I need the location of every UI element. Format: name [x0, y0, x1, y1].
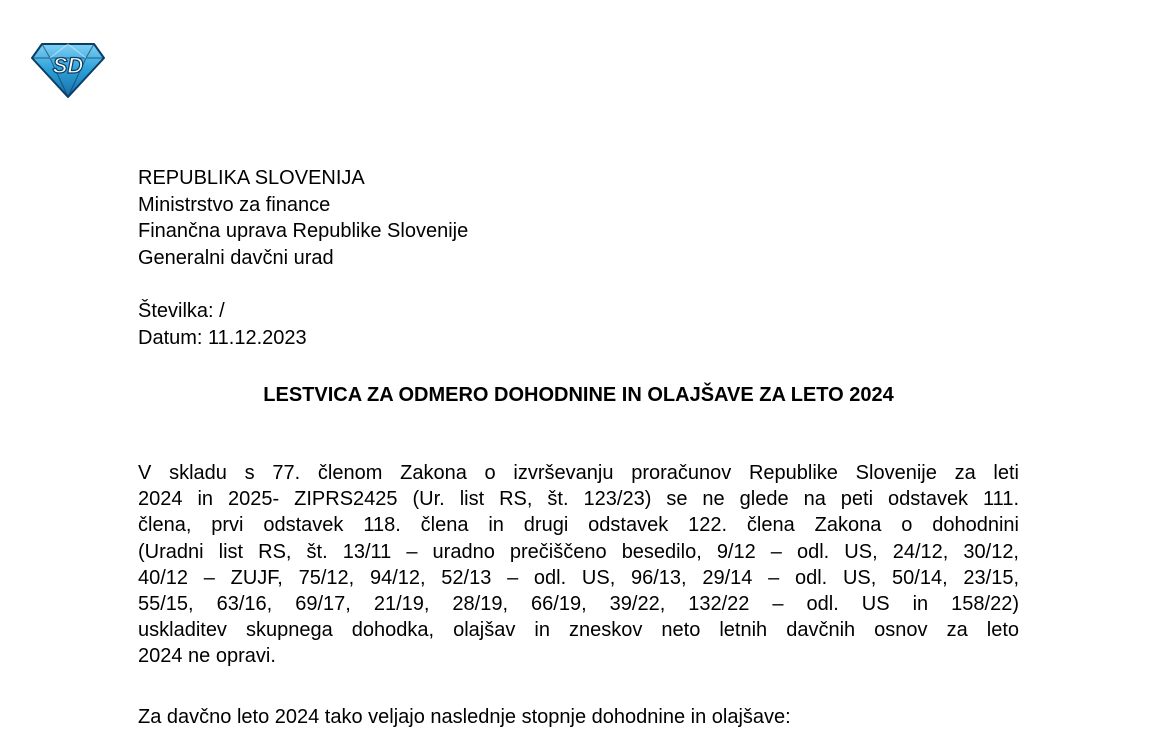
sd-logo-icon — [30, 40, 106, 100]
rates-intro: Za davčno leto 2024 tako veljajo naslednje stopnje dohodnine in olajšave: — [138, 706, 791, 728]
header-line-ministry: Ministrstvo za finance — [138, 193, 331, 216]
document-meta — [138, 298, 307, 351]
document-title: LESTVICA ZA ODMERO DOHODNINE IN OLAJŠAVE ZA LETO 2024 — [263, 384, 894, 406]
paragraph-line: člena, prvi odstavek 118. člena in drugi odstavek 122. člena Zakona o dohodnini — [138, 514, 1019, 537]
header-line-administration: Finančna uprava Republike Slovenije — [138, 220, 469, 242]
body-paragraph — [138, 460, 1019, 670]
logo-text: SD — [52, 53, 84, 78]
document-number: Številka: / — [138, 300, 225, 322]
paragraph-line: 40/12 – ZUJF, 75/12, 94/12, 52/13 – odl. US, 96/13, 29/14 – odl. US, 50/14, 23/15, — [138, 566, 1019, 589]
paragraph-line: V skladu s 77. členom Zakona o izvrševanju proračunov Republike Slovenije za leti — [138, 462, 1019, 484]
document-date: Datum: 11.12.2023 — [138, 326, 307, 349]
paragraph-line: 2024 ne opravi. — [138, 645, 276, 668]
header-line-office: Generalni davčni urad — [138, 246, 334, 269]
issuer-header — [138, 165, 468, 271]
header-line-republic: REPUBLIKA SLOVENIJA — [138, 167, 365, 189]
paragraph-line: uskladitev skupnega dohodka, olajšav in zneskov neto letnih davčnih osnov za leto — [138, 619, 1019, 642]
paragraph-line: (Uradni list RS, št. 13/11 – uradno prečiščeno besedilo, 9/12 – odl. US, 24/12, 30/12, — [138, 540, 1019, 563]
paragraph-line: 2024 in 2025- ZIPRS2425 (Ur. list RS, št. 123/23) se ne glede na peti odstavek 111. — [138, 488, 1019, 511]
paragraph-line: 55/15, 63/16, 69/17, 21/19, 28/19, 66/19, 39/22, 132/22 – odl. US in 158/22) — [138, 592, 1019, 615]
